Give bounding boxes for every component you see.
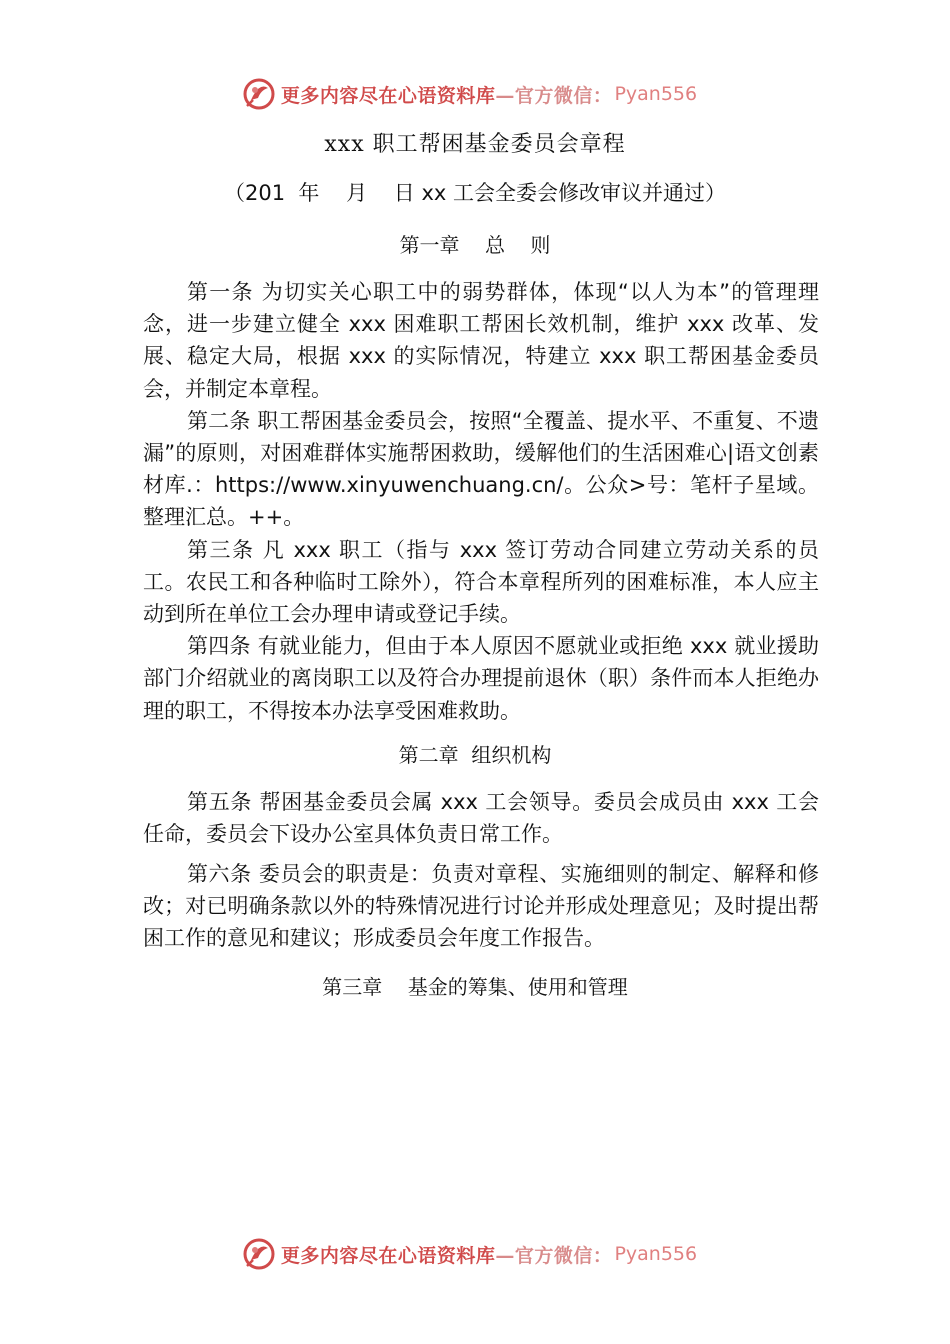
chapter-1-body: [143, 276, 819, 727]
article-4: 第四条 有就业能力，但由于本人原因不愿就业或拒绝 xxx 就业援助部门介绍就业的离岗职工以及符合办理提前退休（职）条件而本人拒绝办理的职工，不得按本办法享受困难救助。: [143, 634, 819, 723]
watermark-banner-bottom: [0, 1232, 950, 1276]
chapter-2-article-5-block: [143, 786, 819, 850]
watermark-text: 更多内容尽在心语资料库: [280, 1244, 496, 1267]
article-5: 第五条 帮困基金委员会属 xxx 工会领导。委员会成员由 xxx 工会任命，委员会下设办公室具体负责日常工作。: [143, 790, 819, 847]
watermark-separator: —官方微信：: [495, 1244, 613, 1267]
document-subtitle: （201 年 月 日 xx 工会全委会修改审议并通过）: [223, 181, 727, 205]
chapter-heading-3: 第三章 基金的筹集、使用和管理: [322, 975, 628, 999]
article-1: 第一条 为切实关心职工中的弱势群体，体现“以人为本”的管理理念，进一步建立健全 xxx 困难职工帮困长效机制，维护 xxx 改革、发展、稳定大局，根据 xxx 的实际情况，特建立 xxx 职工帮困基金委员会，并制定本章程。: [143, 280, 819, 401]
article-2: 第二条 职工帮困基金委员会，按照“全覆盖、提水平、不重复、不遗漏”的原则，对困难群体实施帮困救助，缓解他们的生活困难心|语文创素材库.：https://www.xinyuwenchuang.cn/。公众>号：笔杆子星域。整理汇总。++。: [143, 408, 819, 530]
article-6: 第六条 委员会的职责是：负责对章程、实施细则的制定、解释和修改；对已明确条款以外的特殊情况进行讨论并形成处理意见；及时提出帮困工作的意见和建议；形成委员会年度工作报告。: [143, 862, 819, 951]
watermark-wechat-id: Pyan556: [614, 1243, 698, 1265]
watermark-wechat-id: Pyan556: [614, 83, 698, 105]
chapter-heading-1: 第一章 总 则: [399, 233, 551, 257]
chapter-heading-2: 第二章 组织机构: [398, 743, 552, 767]
watermark-separator: —官方微信：: [495, 84, 613, 107]
chapter-2-article-6-block: [143, 858, 819, 955]
watermark-banner-top: [0, 72, 950, 116]
seal-logo-icon: [241, 1236, 277, 1272]
article-3: 第三条 凡 xxx 职工（指与 xxx 签订劳动合同建立劳动关系的员工。农民工和各种临时工除外），符合本章程所列的困难标准，本人应主动到所在单位工会办理申请或登记手续。: [143, 537, 819, 627]
seal-logo-icon: [241, 76, 277, 112]
watermark-text: 更多内容尽在心语资料库: [280, 84, 496, 107]
document-title: xxx 职工帮困基金委员会章程: [324, 132, 626, 157]
